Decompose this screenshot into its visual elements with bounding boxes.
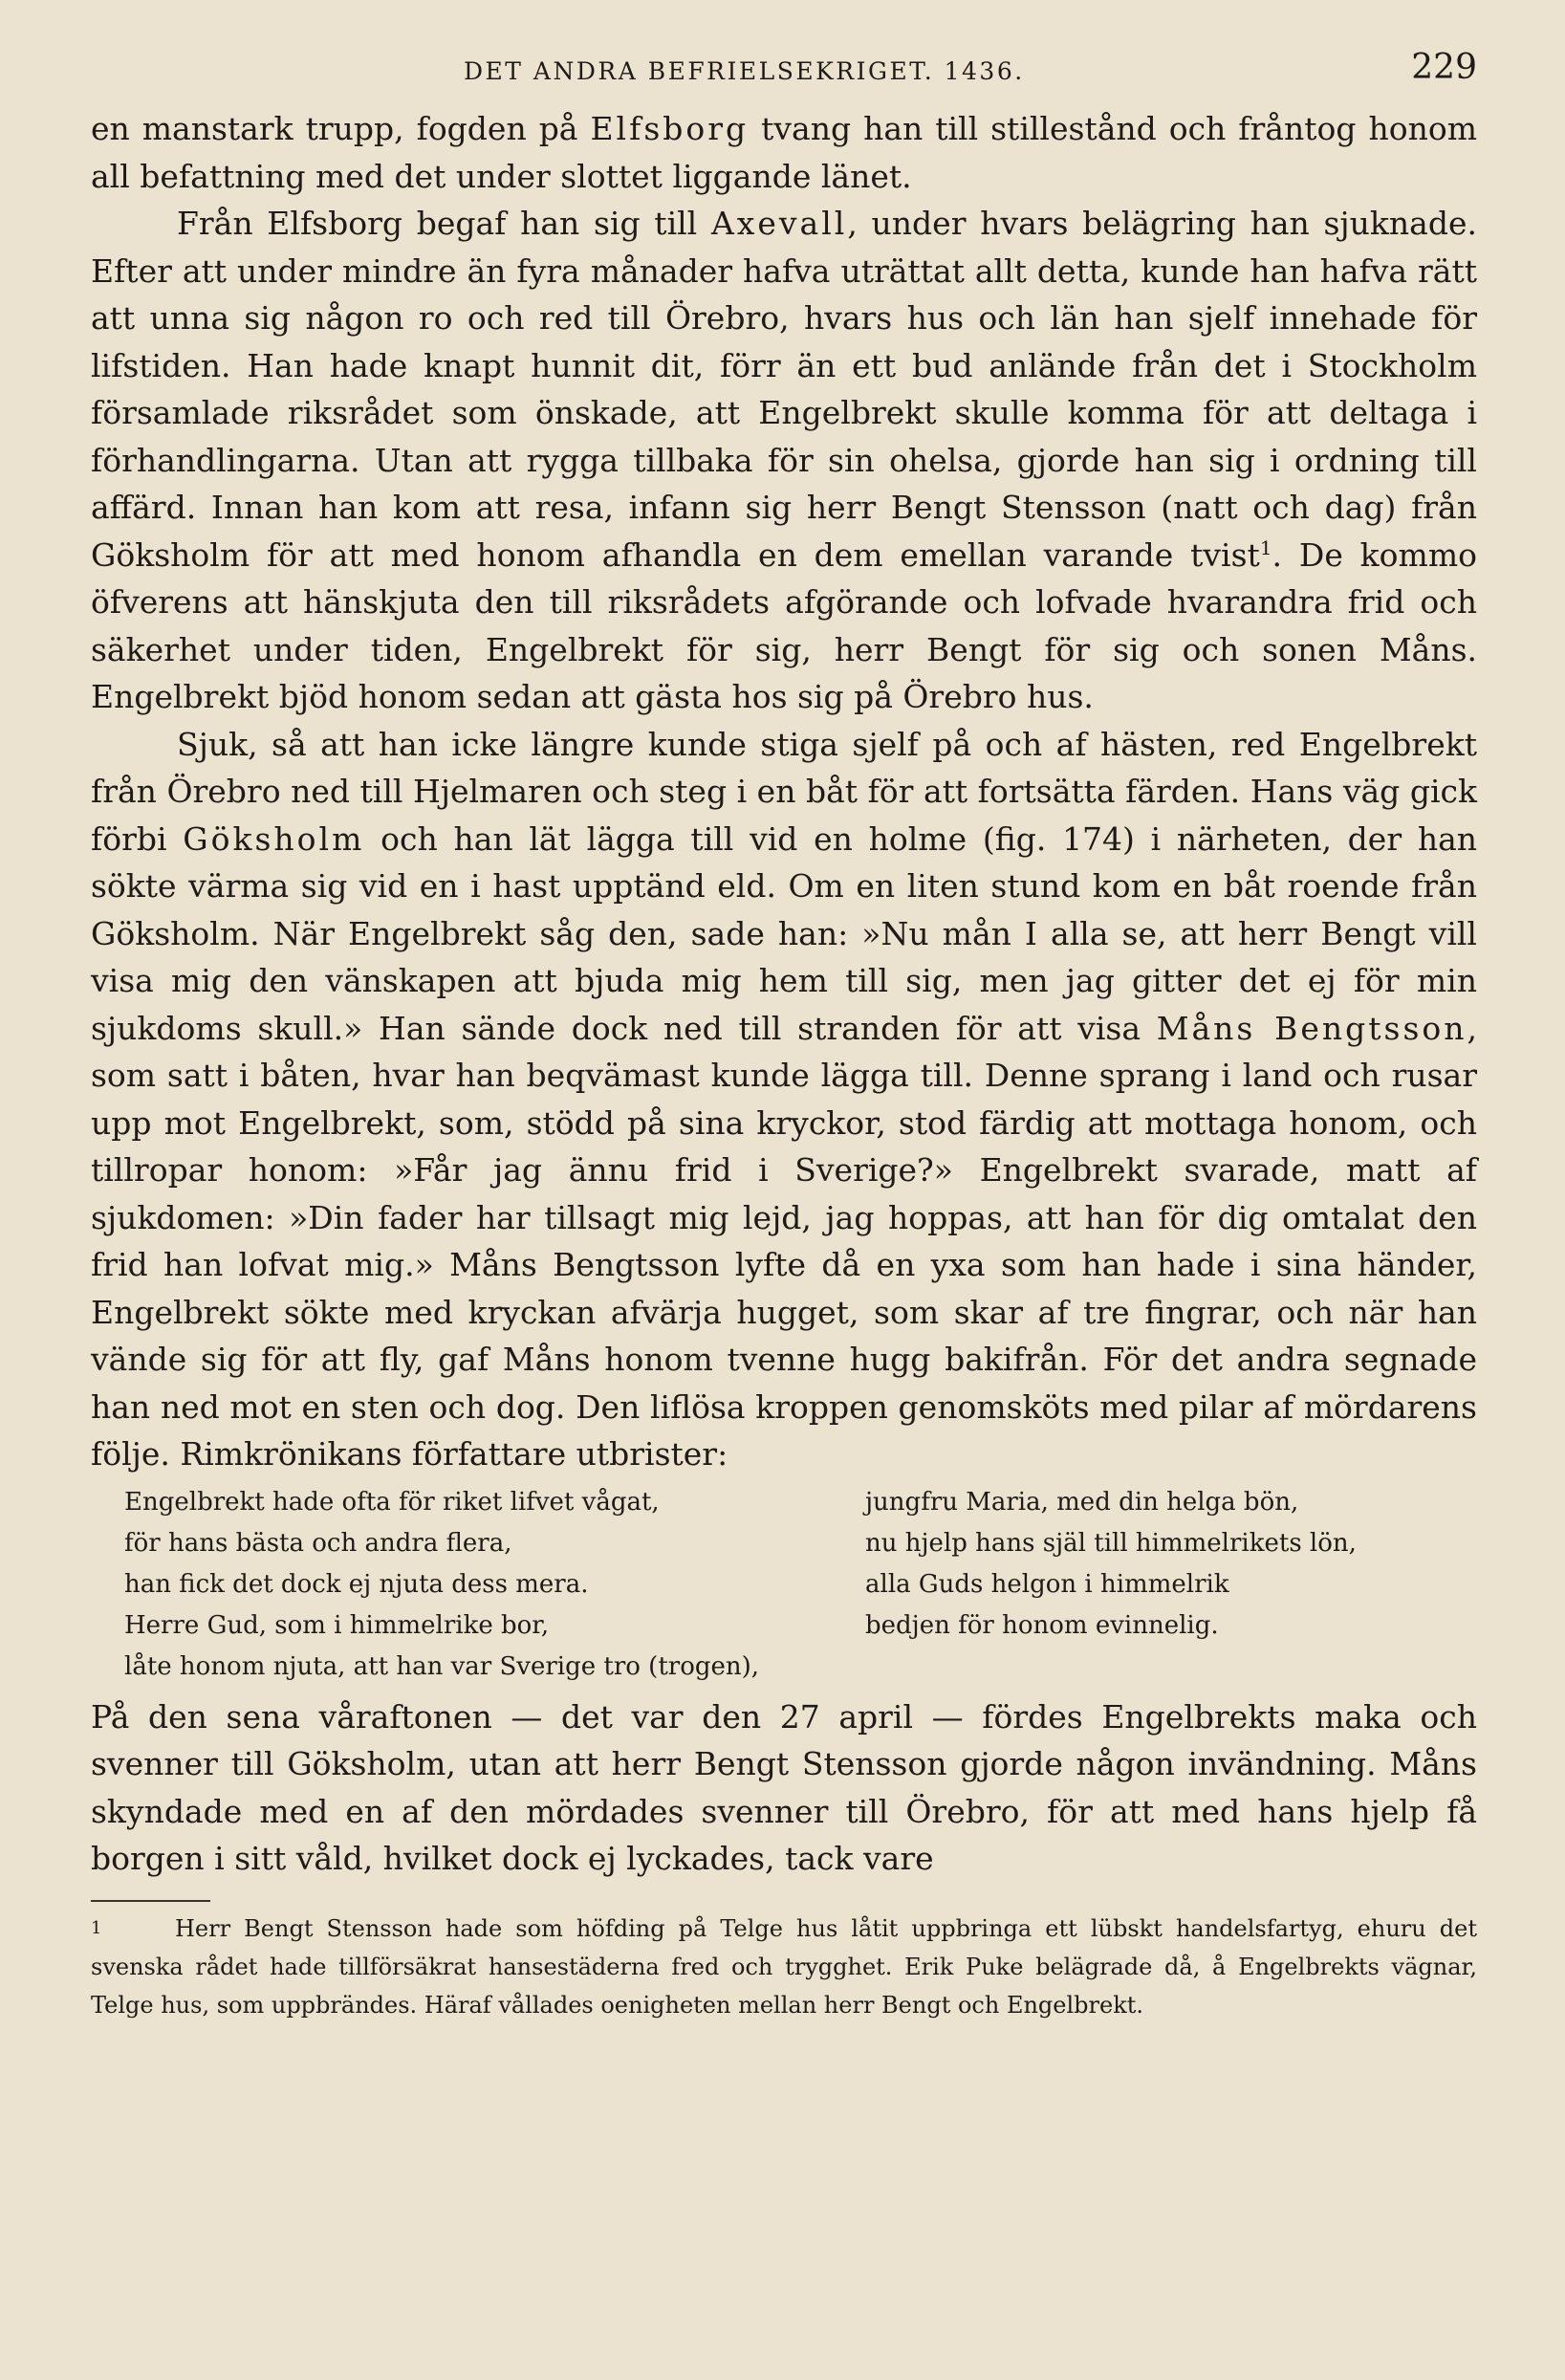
- spaced-name: Elfsborg: [590, 110, 750, 147]
- poem-quote: [124, 1482, 1477, 1688]
- poem-line: jungfru Maria, med din helga bön,: [865, 1487, 1299, 1517]
- book-page: [91, 43, 1477, 2338]
- text-run: , som satt i båten, hvar han beqvämast kunde lägga till. Denne sprang i land och rusar upp mot Engelbrekt, som, stödd på sina kryckor, stod färdig att mottaga honom, och tillropar honom: »Får jag ännu frid i Sverige?» Engelbrekt svarade, matt af sjukdomen: »Din fader har tillsagt mig lejd, jag hoppas, att han för dig omtalat den frid han lofvat mig.» Måns Bengtsson lyfte då en yxa som han hade i sina händer, Engelbrekt sökte med kryckan afvärja hugget, som skar af tre fingrar, och när han vände sig för att fly, gaf Måns honom tvenne hugg bakifrån. För det andra segnade han ned mot en sten och dog. Den liflösa kroppen genomsköts med pilar af mördarens följe. Rimkrönikans författare utbrister:: [91, 1009, 1478, 1473]
- paragraph-4: På den sena våraftonen — det var den 27 april — fördes Engelbrekts maka och svenner till Göksholm, utan att herr Bengt Stensson gjorde någon invändning. Måns skyndade med en af den mördades svenner till Örebro, för att med hans hjelp få borgen i sitt våld, hvilket dock ej lyckades, tack vare: [91, 1697, 1477, 1877]
- text-run: , under hvars belägring han sjuknade. Efter att under mindre än fyra månader hafva uträttat allt detta, kunde han hafva rätt att unna sig någon ro och red till Örebro, hvars hus och län han sjelf innehade för lifstiden. Han hade knapt hunnit dit, förr än ett bud anlände från det i Stockholm församlade riksrådet som önskade, att Engelbrekt skulle komma för att deltaga i förhandlingarna. Utan att rygga tillbaka för sin ohelsa, gjorde han sig i ordning till affärd. Innan han kom att resa, infann sig herr Bengt Stensson (natt och dag) från Göksholm för att med honom afhandla en dem emellan varande tvist: [91, 205, 1477, 574]
- text-run: Sjuk, så att han icke längre kunde stiga sjelf på och af hästen, red Engelbrekt från Örebro ned till Hjelmaren och steg i en båt för att fortsätta färden. Hans väg gick förbi: [91, 725, 1477, 858]
- text-run: en manstark trupp, fogden på: [91, 110, 591, 147]
- main-text: [91, 105, 1477, 1883]
- poem-line: Engelbrekt hade ofta för riket lifvet vågat,: [124, 1487, 660, 1517]
- footnote-mark: 1: [91, 1917, 102, 1938]
- text-run: tvang han till stillestånd och fråntog honom all befattning med det under slottet liggande länet.: [91, 110, 1477, 195]
- footnote-text: Herr Bengt Stensson hade som höfding på Telge hus låtit uppbringa ett lübskt handelsfartyg, ehuru det svenska rådet hade tillförsäkrat hansestäderna fred och trygghet. Erik Puke belägrade då, å Engelbrekts vägnar, Telge hus, som uppbrändes. Häraf vållades oenigheten mellan herr Bengt och Engelbrekt.: [91, 1914, 1477, 2019]
- footnote-reference[interactable]: 1: [1259, 535, 1272, 559]
- poem-right-column: [865, 1482, 1487, 1688]
- paragraph-1: [91, 105, 1477, 200]
- paragraph-2: [91, 200, 1477, 721]
- poem-line: alla Guds helgon i himmelrik: [865, 1569, 1229, 1599]
- page-header: [91, 43, 1477, 105]
- footnote-divider: [91, 1900, 210, 1902]
- running-head: DET ANDRA BEFRIELSEKRIGET. 1436.: [464, 57, 1025, 85]
- poem-line: låte honom njuta, att han var Sverige tro (trogen),: [124, 1651, 760, 1681]
- text-run: . De kommo öfverens att hänskjuta den till riksrådets afgörande och lofvade hvarandra frid och säkerhet under tiden, Engelbrekt för sig, herr Bengt för sig och sonen Måns. Engelbrekt bjöd honom sedan att gästa hos sig på Örebro hus.: [91, 535, 1477, 715]
- spaced-name: Axevall: [710, 205, 848, 242]
- spaced-name: Måns Bengtsson: [1156, 1009, 1467, 1047]
- spaced-name: Göksholm: [183, 819, 365, 858]
- poem-left-column: [124, 1482, 865, 1688]
- page-number: 229: [1411, 48, 1477, 87]
- poem-line: han fick det dock ej njuta dess mera.: [124, 1569, 589, 1599]
- poem-line: för hans bästa och andra flera,: [124, 1528, 512, 1558]
- paragraph-3: [91, 721, 1477, 1478]
- text-run: Från Elfsborg begaf han sig till: [177, 205, 711, 242]
- poem-line: bedjen för honom evinnelig.: [865, 1610, 1219, 1640]
- poem-line: nu hjelp hans själ till himmelrikets lön,: [865, 1528, 1357, 1558]
- poem-line: Herre Gud, som i himmelrike bor,: [124, 1610, 550, 1640]
- text-run: och han lät lägga till vid en holme (fig. 174) i närheten, der han sökte värma sig vid en i hast upptänd eld. Om en liten stund kom en båt roende från Göksholm. När Engelbrekt såg den, sade han: »Nu mån I alla se, att herr Bengt vill visa mig den vänskapen att bjuda mig hem till sig, men jag gitter det ej för min sjukdoms skull.» Han sände dock ned till stranden för att visa: [91, 819, 1477, 1047]
- footnote: [91, 1910, 1477, 2024]
